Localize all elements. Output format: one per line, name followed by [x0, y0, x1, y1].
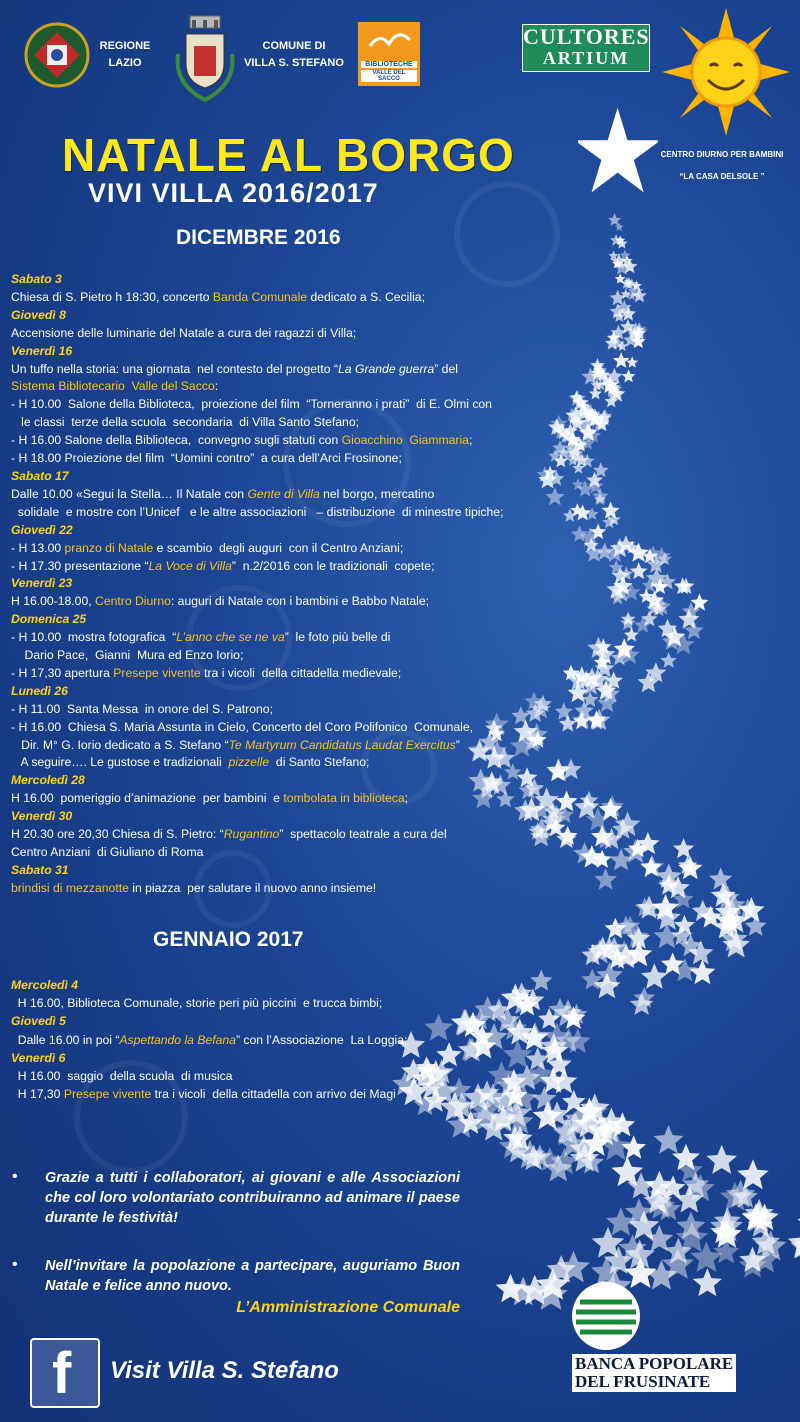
program-text: H 16.00-18.00, — [11, 594, 96, 609]
highlight-text: brindisi di mezzanotte — [11, 880, 129, 895]
program-line — [11, 719, 503, 737]
visit-facebook-link[interactable]: Visit Villa S. Stefano — [110, 1357, 339, 1384]
program-text: tra i vicoli della cittadella medievale; — [200, 665, 402, 680]
tree-star-decoration — [654, 1125, 684, 1154]
signature: L’Amministrazione Comunale — [236, 1299, 460, 1316]
program-line — [11, 486, 503, 504]
centro-line1: CENTRO DIURNO PER BAMBINI — [660, 150, 784, 159]
program-day: Venerdì 30 — [11, 809, 73, 824]
program-text: H 17,30 — [11, 1087, 64, 1102]
program-text: di Santo Stefano; — [269, 755, 370, 770]
program-line — [11, 629, 503, 647]
program-line — [11, 361, 503, 379]
program-day: Venerdì 23 — [11, 576, 73, 591]
program-line — [11, 844, 503, 862]
program-text: ” spettacolo teatrale a cura del — [279, 827, 447, 842]
program-day: Sabato 31 — [11, 862, 69, 877]
footer-wishes-text: Nell’invitare la popolazione a partecipare, auguriamo Buon Natale e felice anno nuovo. — [45, 1258, 460, 1294]
program-text: ” le foto più belle di — [284, 630, 391, 645]
highlight-text: La Voce di Villa — [148, 558, 232, 573]
program-text: - H 10.00 mostra fotografica “ — [11, 630, 177, 645]
regione-line1: REGIONE — [99, 40, 151, 52]
highlight-text: L’anno che se ne va — [176, 630, 285, 645]
program-line — [11, 701, 503, 719]
program-text: - H 10.00 Salone della Biblioteca, proiezione del film “Torneranno i prati” di E. Olmi con — [11, 397, 492, 412]
program-text: Accensione delle luminarie del Natale a cura dei ragazzi di Villa; — [11, 325, 357, 340]
program-line — [11, 647, 503, 665]
program-text: Dario Pace, Gianni Mura ed Enzo Iorio; — [11, 648, 244, 663]
highlight-text: Aspettando la Befana — [119, 1032, 236, 1047]
program-line — [11, 378, 503, 396]
program-line — [11, 737, 503, 755]
cultores-line2: ARTIUM — [542, 48, 630, 68]
tree-star-decoration — [630, 562, 648, 579]
centro-diurno-label — [648, 144, 796, 188]
program-text: solidale e mostre con l’Unicef e le altre associazioni – distribuzione di minestre tipiche; — [11, 504, 504, 519]
program-day: Venerdì 16 — [11, 343, 73, 358]
highlight-text: Te Martyrum Candidatus Laudat Exercitus — [228, 737, 456, 752]
program-line — [11, 450, 503, 468]
highlight-text: Presepe vivente — [113, 665, 201, 680]
program-text: A seguire…. Le gustose e tradizionali — [11, 755, 229, 770]
biblioteche-line2: VALLE DEL SACCO — [361, 70, 417, 82]
page-title: NATALE AL BORGO — [62, 129, 515, 181]
tree-star-decoration — [621, 1135, 646, 1159]
tree-star-decoration — [555, 702, 573, 719]
highlight-text: tombolata in biblioteca — [283, 791, 405, 806]
bullet-point: • — [12, 1256, 18, 1273]
tree-star-decoration — [660, 652, 676, 668]
program-line — [11, 593, 503, 611]
sun-smiley-icon — [662, 8, 790, 136]
program-line — [11, 432, 503, 450]
bird-icon — [358, 22, 420, 56]
program-line — [11, 826, 503, 844]
program-text: - H 17,30 apertura — [11, 665, 114, 680]
biblioteche-line1: BIBLIOTECHE — [361, 61, 417, 68]
program-text: le classi terze della scuola secondaria di Villa Santo Stefano; — [11, 415, 359, 430]
tree-star-decoration — [594, 868, 617, 890]
bullet-point: • — [12, 1168, 18, 1185]
highlight-text: La Grande guerra — [338, 361, 435, 376]
tree-star-decoration — [678, 856, 702, 879]
program-text: in piazza per salutare il nuovo anno insieme! — [128, 880, 377, 895]
dicembre-heading: DICEMBRE 2016 — [176, 226, 341, 249]
highlight-text: pranzo di Natale — [64, 540, 154, 555]
program-text: - H 11.00 Santa Messa in onore del S. Patrono; — [11, 701, 273, 716]
regione-line2: LAZIO — [108, 57, 142, 69]
program-text: H 16.00 pomeriggio d’animazione per bambini e — [11, 791, 284, 806]
tree-star-decoration — [511, 706, 530, 724]
program-line — [11, 790, 503, 808]
program-text: dedicato a S. Cecilia; — [307, 289, 425, 304]
tree-star-decoration — [586, 507, 599, 520]
tree-star-decoration — [530, 969, 552, 990]
dicembre-program-list — [11, 271, 503, 898]
highlight-text: Gente di Villa — [247, 486, 320, 501]
program-line — [11, 540, 503, 558]
program-text: Dalle 10.00 «Segui la Stella… Il Natale con — [11, 486, 248, 501]
bank-line2: DEL FRUSINATE — [575, 1372, 711, 1391]
bank-name — [572, 1354, 736, 1392]
tree-star-decoration — [436, 1042, 462, 1066]
program-day: Giovedì 8 — [11, 307, 66, 322]
tree-star-decoration — [673, 838, 694, 858]
gennaio-heading: GENNAIO 2017 — [153, 928, 304, 951]
program-text: H 20.30 ore 20,30 Chiesa di S. Pietro: “ — [11, 827, 224, 842]
program-day: Mercoledì 28 — [11, 773, 85, 788]
program-text: e scambio degli auguri con il Centro Anziani; — [153, 540, 404, 555]
program-day: Mercoledì 4 — [11, 978, 79, 992]
program-line — [11, 880, 503, 898]
program-line — [11, 1031, 407, 1049]
program-text: - H 16.00 Salone della Biblioteca, convegno sugli statuti con — [11, 433, 342, 448]
gennaio-program-list — [11, 976, 407, 1103]
tree-star-decoration — [641, 963, 668, 989]
program-text: : auguri di Natale con i bambini e Babbo Natale; — [170, 594, 430, 609]
highlight-text: Gioacchino Giammaria — [341, 433, 469, 448]
program-text: Dir. M° G. Iorio dedicato a S. Stefano “ — [11, 737, 229, 752]
program-text: : — [214, 379, 219, 394]
program-line — [11, 994, 407, 1012]
regione-lazio-emblem-icon — [24, 22, 90, 88]
footer-thanks-text: Grazie a tutti i collaboratori, ai giovani e alle Associazioni che col loro volontariato contribuiranno ad animare il paese durante le festività! — [45, 1170, 460, 1226]
program-text: ” — [455, 737, 460, 752]
program-day: Lunedì 26 — [11, 683, 68, 698]
comune-label — [244, 38, 344, 72]
biblioteche-logo — [358, 22, 420, 86]
program-text: Un tuffo nella storia: una giornata nel contesto del progetto “ — [11, 361, 339, 376]
program-text: tra i vicoli della cittadella con arrivo dei Magi — [151, 1087, 396, 1102]
program-line — [11, 558, 503, 576]
bank-line1: BANCA POPOLARE — [575, 1354, 734, 1373]
program-day: Sabato 3 — [11, 272, 62, 286]
program-day: Domenica 25 — [11, 612, 87, 627]
highlight-text: Sistema Bibliotecario Valle del Sacco — [11, 379, 215, 394]
program-text: H 16.00 saggio della scuola di musica — [11, 1069, 233, 1084]
comune-line2: VILLA S. STEFANO — [244, 57, 344, 69]
program-text: Dalle 16.00 in poi “ — [11, 1032, 120, 1047]
tree-star-decoration — [602, 502, 620, 519]
highlight-text: Rugantino — [223, 827, 280, 842]
program-text: - H 18.00 Proiezione del film “Uomini contro” a cura dell’Arci Frosinone; — [11, 451, 402, 466]
program-text: ; — [404, 791, 409, 806]
centro-line2: “LA CASA DELSOLE ” — [679, 172, 765, 181]
tree-star-decoration — [709, 867, 732, 889]
tree-star-decoration — [556, 791, 578, 812]
tree-star-decoration — [504, 763, 521, 780]
tree-star-decoration — [626, 356, 638, 367]
tree-star-decoration — [622, 369, 636, 382]
page-subtitle: VIVI VILLA 2016/2017 — [88, 178, 379, 208]
program-text: H 16.00, Biblioteca Comunale, storie peri più piccini e trucca bimbi; — [11, 996, 383, 1011]
highlight-text: Presepe vivente — [63, 1087, 152, 1102]
program-line — [11, 414, 503, 432]
tree-star-decoration — [713, 1239, 739, 1264]
program-text: - H 13.00 — [11, 540, 65, 555]
tree-star-decoration — [706, 1145, 737, 1174]
program-text: - H 17.30 presentazione “ — [11, 558, 149, 573]
program-day: Sabato 17 — [11, 468, 69, 483]
tree-top-star-icon — [578, 100, 658, 210]
tree-star-decoration — [624, 627, 639, 641]
program-text: nel borgo, mercatino — [319, 486, 435, 501]
highlight-text: pizzelle — [228, 755, 270, 770]
tree-star-decoration — [424, 1014, 453, 1041]
program-line — [11, 1067, 407, 1085]
program-text: - H 16.00 Chiesa S. Maria Assunta in Cielo, Concerto del Coro Polifonico Comunale, — [11, 719, 473, 734]
program-line — [11, 396, 503, 414]
highlight-text: Banda Comunale — [212, 289, 308, 304]
tree-star-decoration — [613, 352, 630, 368]
program-line — [11, 1085, 407, 1103]
facebook-letter: f — [52, 1341, 72, 1406]
cultores-line1: CULTORES — [523, 24, 650, 49]
tree-star-decoration — [545, 487, 564, 505]
program-day: Venerdì 6 — [11, 1050, 66, 1065]
program-line — [11, 325, 503, 343]
tree-star-decoration — [693, 1268, 722, 1296]
regione-lazio-label — [92, 38, 158, 72]
program-text: Chiesa di S. Pietro h 18:30, concerto — [11, 289, 213, 304]
program-line — [11, 289, 503, 307]
program-text: ; — [468, 433, 473, 448]
snowflake-decoration — [457, 184, 557, 284]
cultores-artium-logo — [522, 24, 650, 72]
highlight-text: Centro Diurno — [95, 594, 171, 609]
program-text: Centro Anziani di Giuliano di Roma — [11, 845, 204, 859]
banca-popolare-logo-icon — [570, 1280, 642, 1352]
tree-star-decoration — [532, 1087, 556, 1110]
program-text: ” n.2/2016 con le tradizionali copete; — [231, 558, 435, 573]
program-line — [11, 665, 503, 683]
comune-coat-of-arms-icon — [172, 14, 238, 102]
comune-line1: COMUNE DI — [262, 40, 326, 52]
program-day: Giovedì 5 — [11, 1014, 66, 1029]
program-line — [11, 754, 503, 772]
program-text: ” con l’Associazione La Loggia; — [235, 1032, 408, 1047]
program-line — [11, 504, 503, 522]
program-day: Giovedì 22 — [11, 522, 73, 537]
program-text: ” del — [434, 361, 458, 376]
